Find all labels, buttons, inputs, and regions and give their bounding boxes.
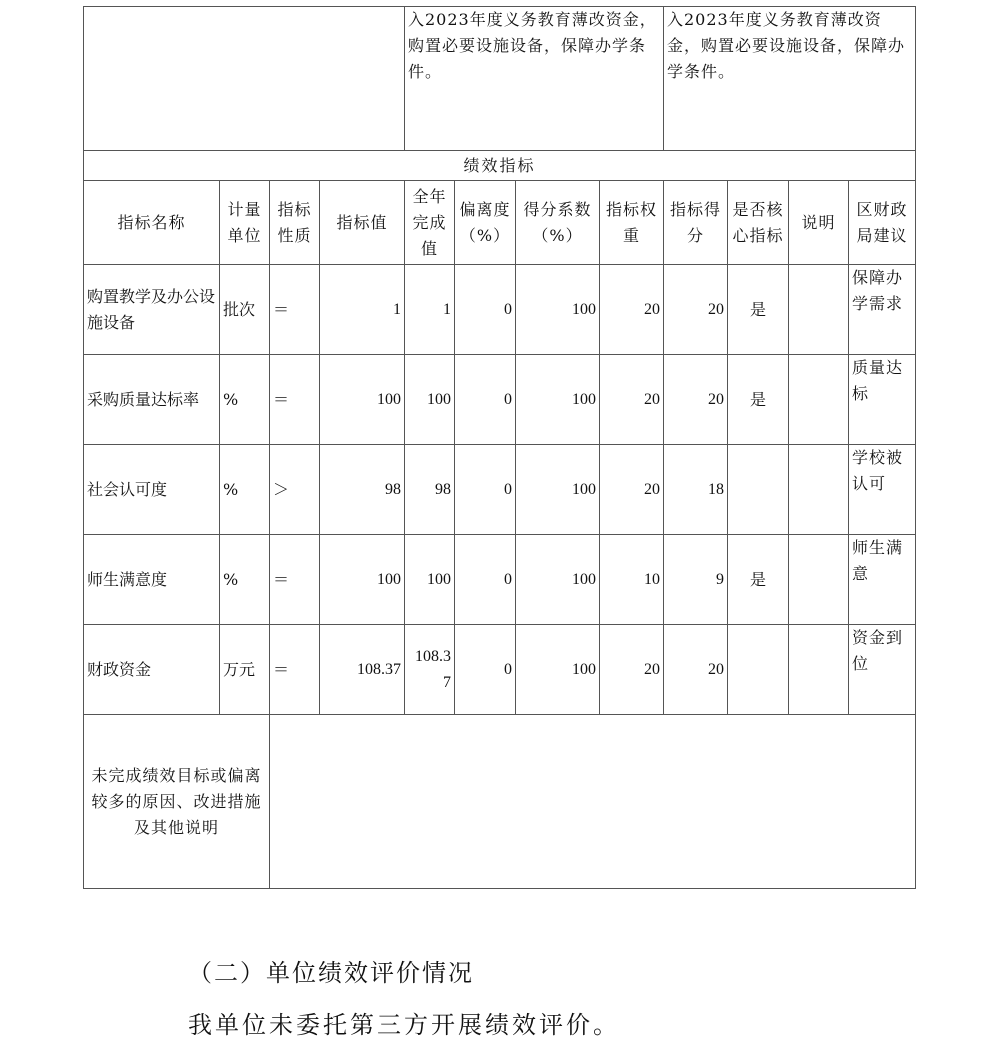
row-score: 18 — [664, 445, 728, 535]
row-name: 购置教学及办公设施设备 — [84, 265, 220, 355]
note-value — [270, 715, 916, 889]
header-advice: 区财政局建议 — [849, 181, 916, 265]
target-text-2: 入2023年度义务教育薄改资金，购置必要设施设备，保障办学条件。 — [664, 7, 916, 151]
row-advice: 保障办学需求 — [849, 265, 916, 355]
row-advice: 学校被认可 — [849, 445, 916, 535]
target-text-1: 入2023年度义务教育薄改资金，购置必要设施设备，保障办学条件。 — [405, 7, 664, 151]
header-row — [84, 181, 916, 265]
row-target: 98 — [320, 445, 405, 535]
row-core: 是 — [728, 265, 789, 355]
table-title: 绩效指标 — [84, 151, 916, 181]
row-coef: 100 — [516, 355, 600, 445]
section-heading: （二）单位绩效评价情况 — [188, 959, 474, 987]
row-advice: 资金到位 — [849, 625, 916, 715]
row-nature: ＝ — [270, 535, 320, 625]
row-score: 9 — [664, 535, 728, 625]
row-deviation: 0 — [455, 445, 516, 535]
row-score: 20 — [664, 265, 728, 355]
header-name: 指标名称 — [84, 181, 220, 265]
row-name: 社会认可度 — [84, 445, 220, 535]
target-label-cell — [84, 7, 405, 151]
row-deviation: 0 — [455, 265, 516, 355]
performance-table — [83, 6, 916, 889]
header-score: 指标得分 — [664, 181, 728, 265]
row-actual: 98 — [405, 445, 455, 535]
row-weight: 20 — [600, 265, 664, 355]
row-desc — [789, 355, 849, 445]
row-desc — [789, 445, 849, 535]
row-coef: 100 — [516, 265, 600, 355]
row-actual: 1 — [405, 265, 455, 355]
row-core — [728, 445, 789, 535]
header-target: 指标值 — [320, 181, 405, 265]
row-unit: % — [220, 535, 270, 625]
row-desc — [789, 535, 849, 625]
row-unit: 批次 — [220, 265, 270, 355]
row-weight: 10 — [600, 535, 664, 625]
row-deviation: 0 — [455, 625, 516, 715]
row-actual: 108.37 — [405, 625, 455, 715]
row-desc — [789, 265, 849, 355]
row-core: 是 — [728, 355, 789, 445]
table-row — [84, 355, 916, 445]
row-actual: 100 — [405, 535, 455, 625]
row-coef: 100 — [516, 445, 600, 535]
row-coef: 100 — [516, 625, 600, 715]
row-weight: 20 — [600, 445, 664, 535]
title-row — [84, 151, 916, 181]
row-score: 20 — [664, 355, 728, 445]
row-advice: 质量达标 — [849, 355, 916, 445]
row-core: 是 — [728, 535, 789, 625]
row-desc — [789, 625, 849, 715]
row-target: 1 — [320, 265, 405, 355]
row-target: 100 — [320, 535, 405, 625]
row-target: 100 — [320, 355, 405, 445]
header-actual: 全年完成值 — [405, 181, 455, 265]
row-advice: 师生满意 — [849, 535, 916, 625]
row-weight: 20 — [600, 355, 664, 445]
row-target: 108.37 — [320, 625, 405, 715]
header-desc: 说明 — [789, 181, 849, 265]
header-weight: 指标权重 — [600, 181, 664, 265]
row-score: 20 — [664, 625, 728, 715]
note-label: 未完成绩效目标或偏离较多的原因、改进措施及其他说明 — [84, 715, 270, 889]
row-unit: % — [220, 445, 270, 535]
note-row — [84, 715, 916, 889]
row-core — [728, 625, 789, 715]
header-coef: 得分系数（%） — [516, 181, 600, 265]
header-unit: 计量单位 — [220, 181, 270, 265]
row-unit: % — [220, 355, 270, 445]
row-coef: 100 — [516, 535, 600, 625]
table-row — [84, 535, 916, 625]
row-nature: ＝ — [270, 265, 320, 355]
row-name: 师生满意度 — [84, 535, 220, 625]
table-row — [84, 445, 916, 535]
header-core: 是否核心指标 — [728, 181, 789, 265]
header-deviation: 偏离度（%） — [455, 181, 516, 265]
table-row — [84, 625, 916, 715]
row-name: 采购质量达标率 — [84, 355, 220, 445]
row-actual: 100 — [405, 355, 455, 445]
row-nature: ＞ — [270, 445, 320, 535]
target-row — [84, 7, 916, 151]
row-unit: 万元 — [220, 625, 270, 715]
table-row — [84, 265, 916, 355]
row-name: 财政资金 — [84, 625, 220, 715]
row-weight: 20 — [600, 625, 664, 715]
row-nature: ＝ — [270, 355, 320, 445]
row-deviation: 0 — [455, 355, 516, 445]
row-nature: ＝ — [270, 625, 320, 715]
body-paragraph: 我单位未委托第三方开展绩效评价。 — [188, 1011, 620, 1039]
header-nature: 指标性质 — [270, 181, 320, 265]
row-deviation: 0 — [455, 535, 516, 625]
